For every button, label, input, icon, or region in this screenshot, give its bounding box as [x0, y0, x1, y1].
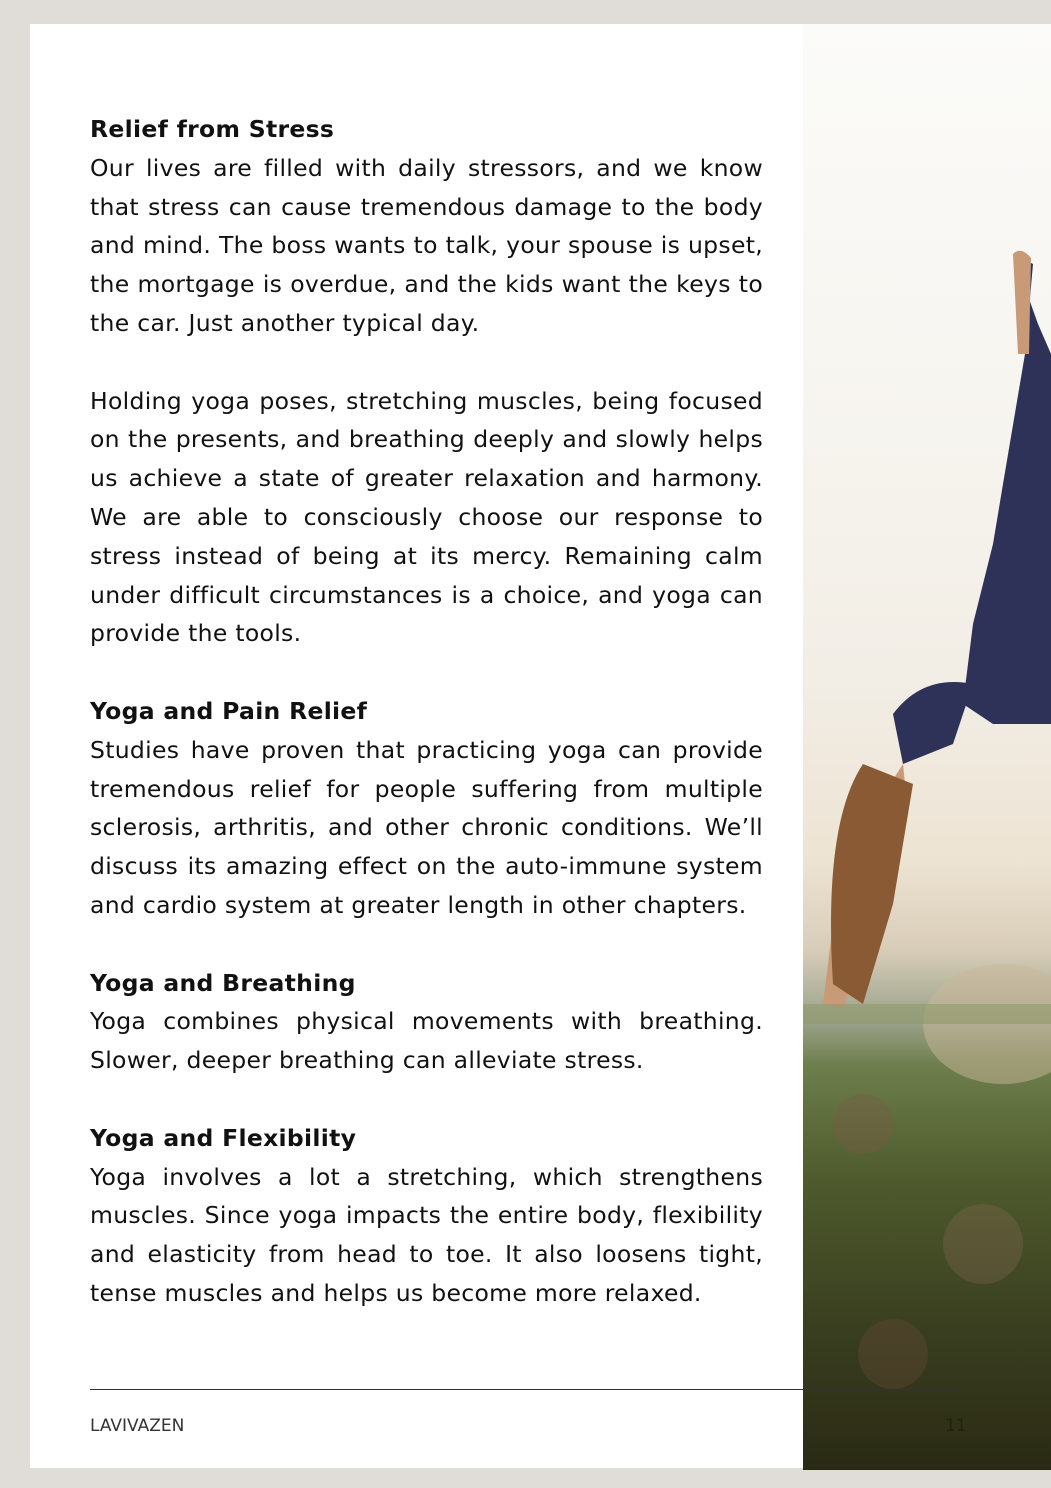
page-number: 11 — [945, 1416, 967, 1436]
footer-brand: LAVIVAZEN — [90, 1416, 185, 1436]
paragraph: Our lives are filled with daily stressors, and we know that stress can cause tremendous damage to the body and mind. The boss wants to talk, your spouse is upset, the mortgage is overdue, and the kids want the keys to the car. Just another typical day. — [90, 153, 763, 337]
section-flexibility — [90, 1119, 763, 1313]
paragraph: Yoga combines physical movements with breathing. Slower, deeper breathing can alleviate stress. — [90, 1007, 763, 1075]
section-relief-from-stress — [90, 110, 763, 653]
paragraph: Holding yoga poses, stretching muscles, being focused on the presents, and breathing deeply and slowly helps us achieve a state of greater relaxation and harmony. We are able to consciously choose our response to stress instead of being at its mercy. Remaining calm under difficult circumstances is a choice, and yoga can provide the tools. — [90, 386, 763, 648]
section-heading: Yoga and Breathing — [90, 968, 356, 997]
article-body — [90, 110, 763, 1313]
section-heading: Yoga and Flexibility — [90, 1123, 357, 1152]
section-pain-relief — [90, 692, 763, 925]
yoga-photo — [803, 24, 1051, 1470]
footer-divider — [90, 1389, 963, 1390]
section-breathing — [90, 964, 763, 1080]
yoga-pose-illustration — [803, 24, 1051, 1470]
paragraph: Yoga involves a lot a stretching, which strengthens muscles. Since yoga impacts the entire body, flexibility and elasticity from head to toe. It also loosens tight, tense muscles and helps us become more relaxed. — [90, 1162, 763, 1307]
section-heading: Relief from Stress — [90, 115, 335, 143]
paragraph: Studies have proven that practicing yoga can provide tremendous relief for people suffering from multiple sclerosis, arthritis, and other chronic conditions. We’ll discuss its amazing effect on the auto-immune system and cardio system at greater length in other chapters. — [90, 735, 763, 919]
section-heading: Yoga and Pain Relief — [90, 696, 368, 725]
